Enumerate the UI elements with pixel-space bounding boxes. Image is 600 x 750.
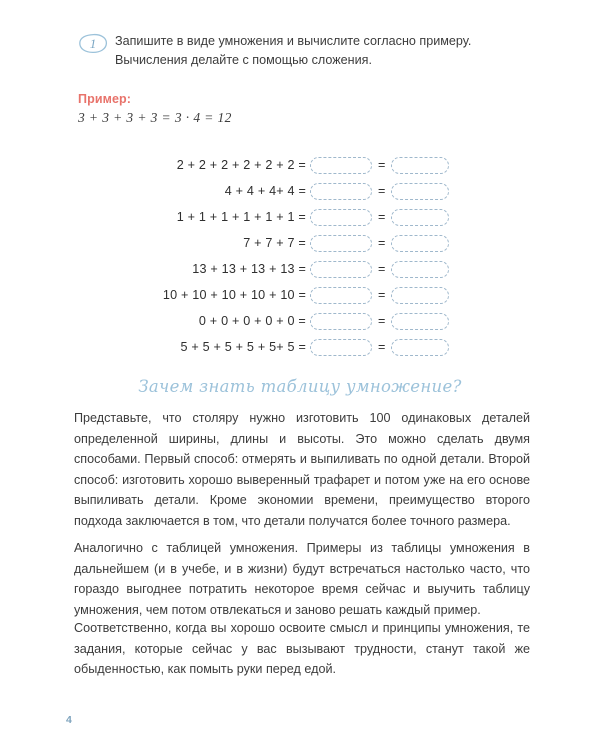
answer-blank-result[interactable] [391, 209, 449, 226]
answer-blank-result[interactable] [391, 261, 449, 278]
equals-sign: = [378, 236, 386, 250]
exercise-row [0, 230, 600, 256]
exercise-row [0, 204, 600, 230]
exercise-expression: 0 + 0 + 0 + 0 + 0 = [198, 314, 306, 328]
exercise-row [0, 178, 600, 204]
answer-blank-product[interactable] [310, 261, 372, 278]
task-number-label: 1 [89, 35, 97, 51]
task-number-badge [78, 33, 108, 54]
task-instruction-block [78, 32, 530, 70]
equals-sign: = [378, 184, 386, 198]
answer-blank-result[interactable] [391, 313, 449, 330]
exercise-expression: 13 + 13 + 13 + 13 = [192, 262, 306, 276]
exercise-row [0, 334, 600, 360]
answer-blank-result[interactable] [391, 183, 449, 200]
section-heading: Зачем знать таблицу умножение? [138, 377, 462, 396]
answer-blank-result[interactable] [391, 287, 449, 304]
equals-sign: = [378, 314, 386, 328]
task-instruction-text: Запишите в виде умножения и вычислите согласно примеру. Вычисления делайте с помощью сложения. [115, 34, 472, 67]
answer-blank-result[interactable] [391, 339, 449, 356]
exercise-list [0, 152, 600, 360]
example-label: Пример: [78, 92, 132, 106]
exercise-expression: 5 + 5 + 5 + 5 + 5+ 5 = [180, 340, 306, 354]
paragraph-text: Аналогично с таблицей умножения. Примеры из таблицы умножения в дальнейшем (и в учебе, и в жизни) будут встречаться настолько часто, что гораздо выгоднее потратить некоторое время сейчас и выучить таблицу умножения, чем потом отвлекаться и заново решать каждый пример. [74, 541, 530, 617]
paragraph-text: Представьте, что столяру нужно изготовить 100 одинаковых деталей определенной ширины, длины и высоты. Это можно сделать двумя способами. Первый способ: отмерять и выпиливать по одной детали. Второй способ: изготовить хорошо выверенный трафарет и потом уже на его основе выпиливать детали. Кроме экономии времени, преимущество второго подхода заключается в том, что детали получатся более точного размера. [74, 411, 530, 528]
answer-blank-product[interactable] [310, 313, 372, 330]
body-paragraph [74, 618, 530, 680]
equals-sign: = [378, 158, 386, 172]
body-paragraph [74, 408, 530, 531]
answer-blank-product[interactable] [310, 339, 372, 356]
exercise-row [0, 308, 600, 334]
exercise-row [0, 152, 600, 178]
exercise-expression: 10 + 10 + 10 + 10 + 10 = [162, 288, 306, 302]
equals-sign: = [378, 262, 386, 276]
equals-sign: = [378, 210, 386, 224]
paragraph-text: Соответственно, когда вы хорошо освоите смысл и принципы умножения, те задания, которые сейчас у вас вызывают трудности, станут такой же обыденностью, как помыть руки перед едой. [74, 621, 530, 676]
exercise-expression: 1 + 1 + 1 + 1 + 1 + 1 = [176, 210, 306, 224]
equals-sign: = [378, 340, 386, 354]
exercise-expression: 7 + 7 + 7 = [243, 236, 306, 250]
page-number: 4 [66, 714, 72, 726]
exercise-expression: 2 + 2 + 2 + 2 + 2 + 2 = [176, 158, 306, 172]
exercise-row [0, 282, 600, 308]
body-paragraph [74, 538, 530, 620]
answer-blank-result[interactable] [391, 157, 449, 174]
answer-blank-product[interactable] [310, 157, 372, 174]
example-expression: 3 + 3 + 3 + 3 = 3 · 4 = 12 [78, 110, 232, 125]
answer-blank-product[interactable] [310, 183, 372, 200]
answer-blank-result[interactable] [391, 235, 449, 252]
answer-blank-product[interactable] [310, 209, 372, 226]
answer-blank-product[interactable] [310, 235, 372, 252]
exercise-expression: 4 + 4 + 4+ 4 = [224, 184, 306, 198]
equals-sign: = [378, 288, 386, 302]
exercise-row [0, 256, 600, 282]
answer-blank-product[interactable] [310, 287, 372, 304]
